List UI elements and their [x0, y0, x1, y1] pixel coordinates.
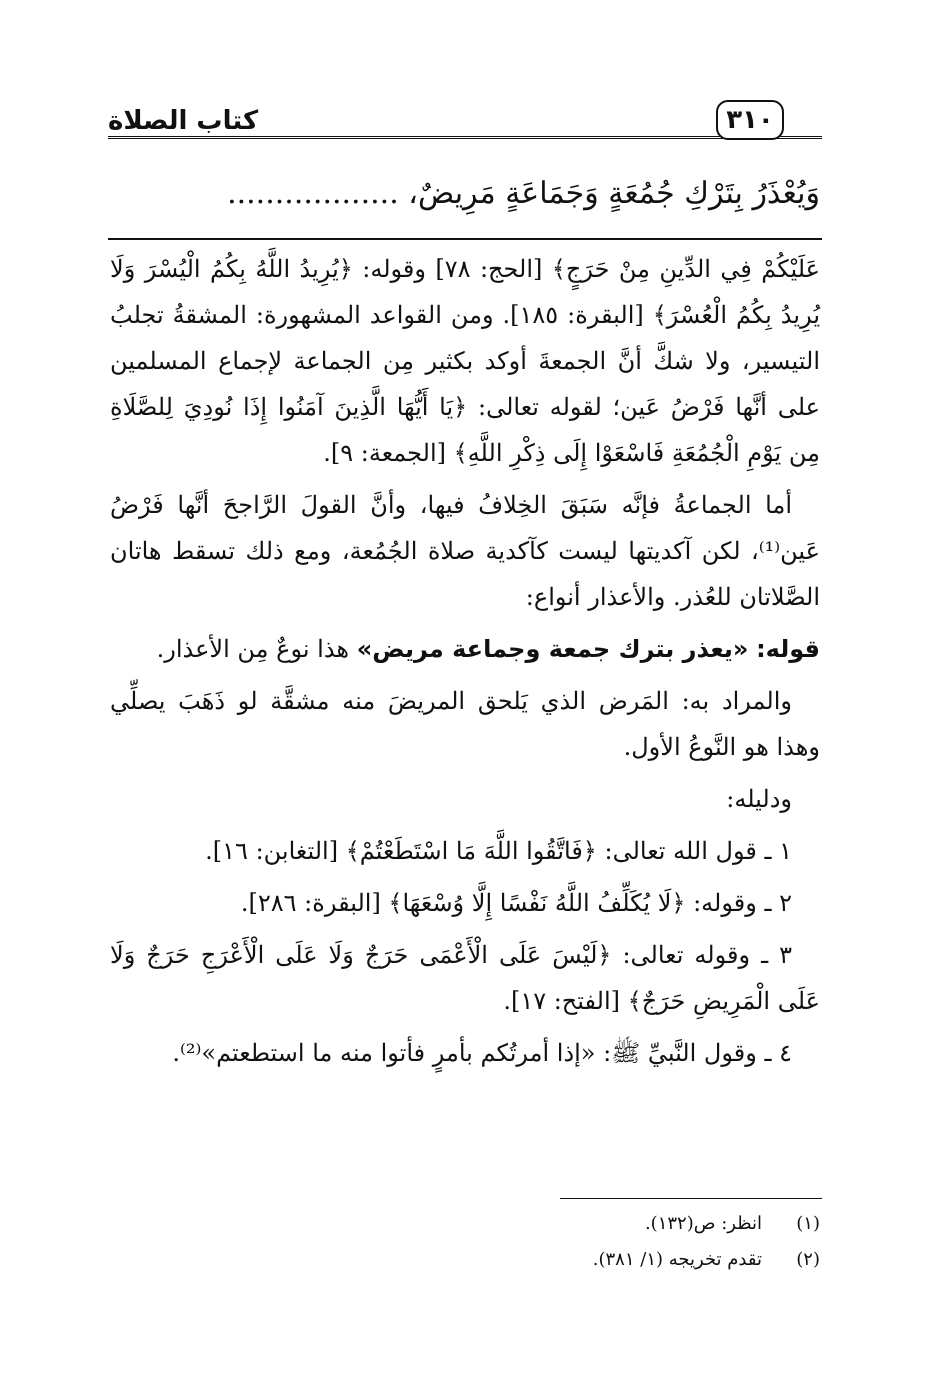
evidence-item: ٣ ـ وقوله تعالى: ﴿لَيْسَ عَلَى الْأَعْمَى حَرَجٌ وَلَا عَلَى الْأَعْرَجِ حَرَجٌ وَلَا عَلَى الْمَرِيضِ حَرَجٌ﴾ [الفتح: ١٧]. [110, 941, 820, 1015]
footnote-text: تقدم تخريجه (١/ ٣٨١). [592, 1249, 762, 1270]
page-number: ٣١٠ [716, 100, 784, 140]
paragraph: والمراد به: المَرض الذي يَلحق المريضَ منه مشقَّة لو ذَهَبَ يصلِّي وهذا هو النَّوعُ الأول. [110, 687, 820, 761]
evidence-item: ٤ ـ وقول النَّبيِّ ﷺ: «إذا أمرتُكم بأمرٍ فأتوا منه ما استطعتم»⁽²⁾. [172, 1039, 792, 1067]
evidence-item: ١ ـ قول الله تعالى: ﴿فَاتَّقُوا اللَّهَ مَا اسْتَطَعْتُمْ﴾ [التغابن: ١٦]. [205, 837, 792, 865]
footnote-text: انظر: ص(١٣٢). [644, 1213, 762, 1234]
qawluh-label: قوله: [756, 635, 820, 663]
paragraph: أما الجماعةُ فإنَّه سَبَقَ الخِلافُ فيها، وأنَّ القولَ الرَّاجحَ أنَّها فَرْضُ عَين⁽¹⁾، لكن آكديتها ليست كآكدية صلاة الجُمُعة، ومع ذلك تسقط هاتان الصَّلاتان للعُذر. والأعذار أنواع: [110, 491, 820, 611]
page-header [108, 96, 822, 156]
footnote-number: (١) [796, 1213, 820, 1234]
commentary-body [110, 246, 820, 1082]
footnote [110, 1242, 820, 1278]
paragraph: عَلَيْكُمْ فِي الدِّينِ مِنْ حَرَجٍ﴾ [الحج: ٧٨] وقوله: ﴿يُرِيدُ اللَّهُ بِكُمُ الْيُسْرَ وَلَا يُرِيدُ بِكُمُ الْعُسْرَ﴾ [البقرة: ١٨٥]. ومن القواعد المشهورة: المشقةُ تجلبُ التيسير، ولا شكَّ أنَّ الجمعةَ أوكد بكثير مِن الجماعة لإجماع المسلمين على أنَّها فَرْضُ عَين؛ لقوله تعالى: ﴿يَا أَيُّهَا الَّذِينَ آمَنُوا إِذَا نُودِيَ لِلصَّلَاةِ مِن يَوْمِ الْجُمُعَةِ فَاسْعَوْا إِلَى ذِكْرِ اللَّهِ﴾ [الجمعة: ٩]. [110, 255, 821, 467]
evidence-item: ٢ ـ وقوله: ﴿لَا يُكَلِّفُ اللَّهُ نَفْسًا إِلَّا وُسْعَهَا﴾ [البقرة: ٢٨٦]. [240, 889, 792, 917]
qawluh-quote: «يعذر بترك جمعة وجماعة مريض» [356, 635, 749, 663]
qawluh-rest: هذا نوعٌ مِن الأعذار. [156, 635, 357, 663]
evidence-label: ودليله: [726, 785, 792, 813]
header-rule [108, 136, 822, 142]
footnote [110, 1206, 820, 1242]
matn-divider [108, 238, 822, 240]
matn-text: وَيُعْذَرُ بِتَرْكِ جُمُعَةٍ وَجَمَاعَةٍ مَرِيضٌ، .................. [227, 176, 820, 211]
footnote-rule [560, 1198, 822, 1199]
footnote-number: (٢) [796, 1249, 820, 1270]
footnotes [110, 1206, 820, 1278]
book-title: كتاب الصلاة [108, 106, 259, 136]
qawluh-paragraph [110, 626, 820, 672]
